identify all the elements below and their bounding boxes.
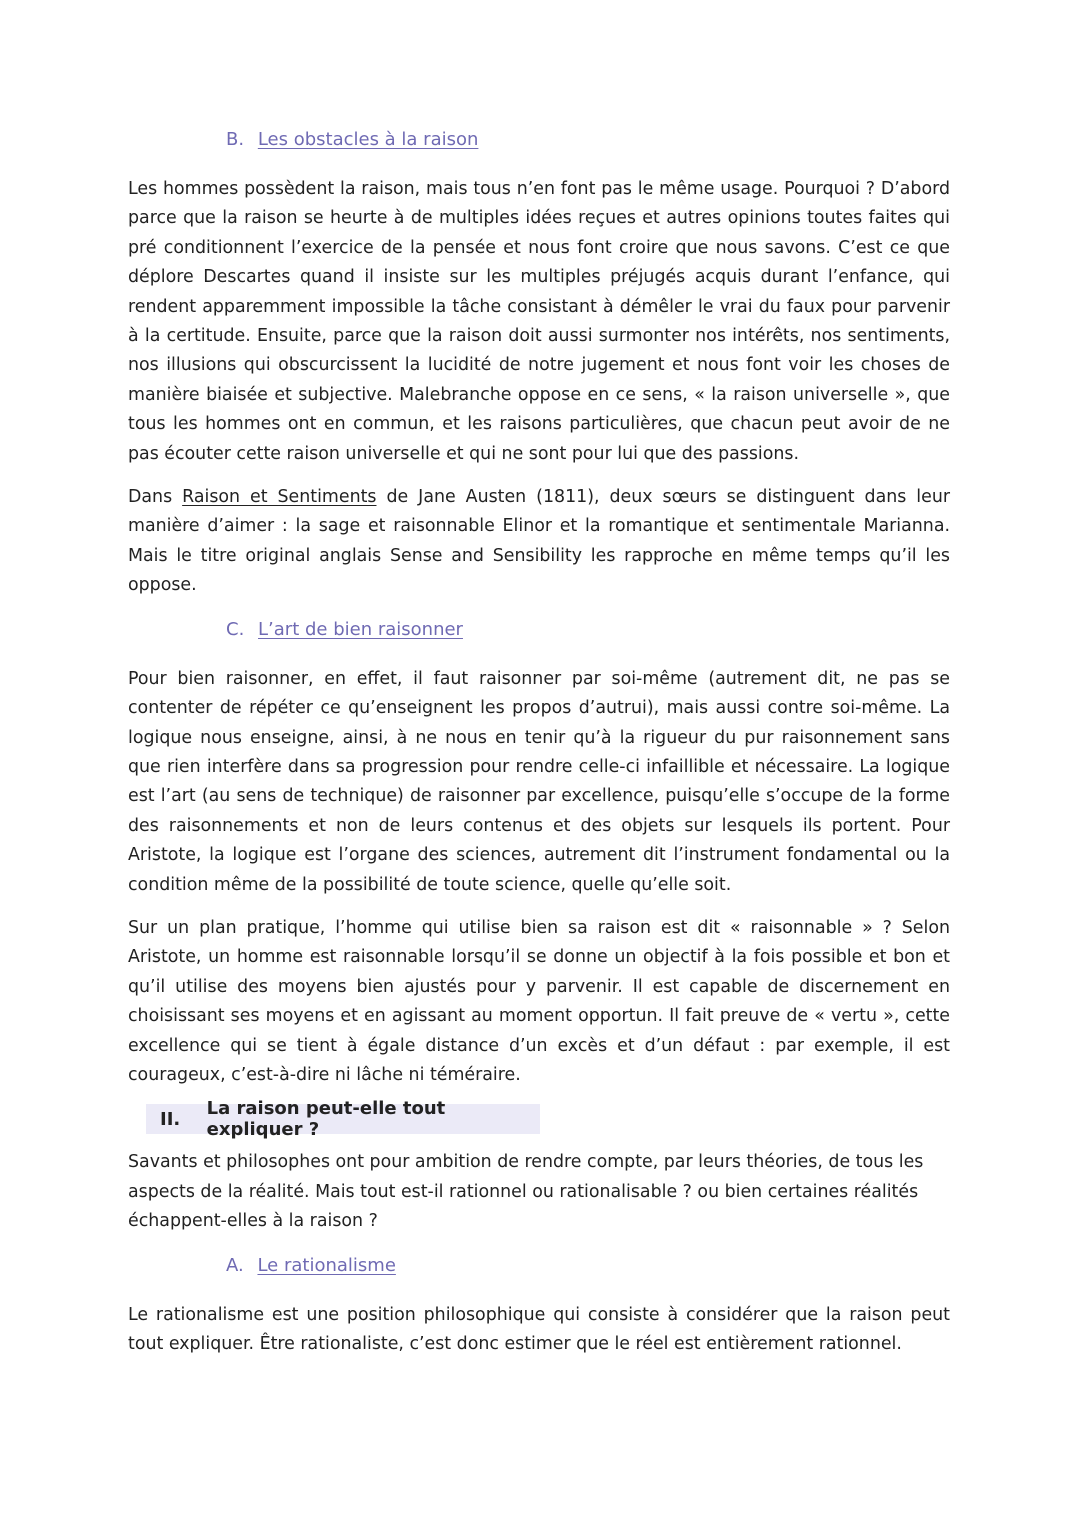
section-number: II. bbox=[160, 1108, 181, 1130]
subheading-letter: A. bbox=[226, 1254, 244, 1276]
paragraph-rationalisme: Le rationalisme est une position philosophique qui consiste à considérer que la raison peut tout expliquer. Être rationaliste, c’est donc estimer que le réel est entièrement rationnel. bbox=[128, 1304, 950, 1354]
section-heading-ii bbox=[146, 1098, 540, 1141]
text-fragment: Dans bbox=[128, 487, 183, 508]
paragraph-ambition: Savants et philosophes ont pour ambition de rendre compte, par leurs théories, de tous les aspects de la réalité. Mais tout est-il rationnel ou rationalisable ? ou bien certaines réalités échappent-elles à la raison ? bbox=[128, 1152, 924, 1232]
document-page bbox=[128, 125, 950, 1373]
paragraph-logique: Pour bien raisonner, en effet, il faut raisonner par soi-même (autrement dit, ne pas se contenter de répéter ce qu’enseignent les propos d’autrui), mais aussi contre soi-même. La logique nous enseigne, ainsi, à ne nous en tenir qu’à la rigueur du pur raisonnement sans que rien interfère dans sa progression pour rendre celle-ci infaillible et nécessaire. La logique est l’art (au sens de technique) de raisonner par excellence, puisqu’elle s’occupe de la forme des raisonnements et non de leurs contenus et des objets sur lesquels ils portent. Pour Aristote, la logique est l’organe des sciences, autrement dit l’instrument fondamental ou la condition même de la possibilité de toute science, quelle qu’elle soit. bbox=[128, 668, 950, 895]
subheading-obstacles bbox=[226, 125, 950, 155]
text-fragment: de Jane Austen (1811), deux sœurs se distinguent dans leur manière d’aimer : la sage et raisonnable Elinor et la romantique et sentimentale Marianna. Mais le titre original anglais Sense and Sensibility les rapproche en même temps qu’il les oppose. bbox=[128, 487, 950, 596]
paragraph-obstacles: Les hommes possèdent la raison, mais tous n’en font pas le même usage. Pourquoi ? D’abord parce que la raison se heurte à de multiples idées reçues et autres opinions toutes faites qui pré conditionnent l’exercice de la pensée et nous font croire que nous savons. C’est ce que déplore Descartes quand il insiste sur les multiples préjugés acquis durant l’enfance, qui rendent apparemment impossible la tâche consistant à démêler le vrai du faux pour parvenir à la certitude. Ensuite, parce que la raison doit aussi surmonter nos intérêts, nos sentiments, nos illusions qui obscurcissent la lucidité de notre jugement et nous font voir les choses de manière biaisée et subjective. Malebranche oppose en ce sens, « la raison universelle », que tous les hommes ont en commun, et les raisons particulières, que chacun peut avoir de ne pas écouter cette raison universelle et qui ne sont pour lui que des passions. bbox=[128, 179, 950, 464]
book-title: Raison et Sentiments bbox=[182, 487, 377, 508]
subheading-title: Le rationalisme bbox=[257, 1254, 396, 1276]
paragraph-austen bbox=[128, 483, 950, 601]
subheading-letter: C. bbox=[226, 618, 245, 640]
subheading-rationalisme bbox=[226, 1251, 950, 1281]
subheading-letter: B. bbox=[226, 129, 245, 150]
section-title: La raison peut-elle tout expliquer ? bbox=[206, 1098, 446, 1141]
subheading-art-raisonner bbox=[226, 615, 950, 645]
subheading-title: L’art de bien raisonner bbox=[258, 618, 463, 640]
paragraph-raisonnable: Sur un plan pratique, l’homme qui utilise bien sa raison est dit « raisonnable » ? Selon Aristote, un homme est raisonnable lorsqu’il se donne un objectif à la fois possible et bon et qu’il utilise des moyens bien ajustés pour y parvenir. Il est capable de discernement en choisissant ses moyens et en agissant au moment opportun. Il fait preuve de « vertu », cette excellence qui se tient à égale distance d’un excès et d’un défaut : par exemple, il est courageux, c’est-à-dire ni lâche ni téméraire. bbox=[128, 917, 950, 1085]
subheading-title: Les obstacles à la raison bbox=[257, 129, 479, 150]
